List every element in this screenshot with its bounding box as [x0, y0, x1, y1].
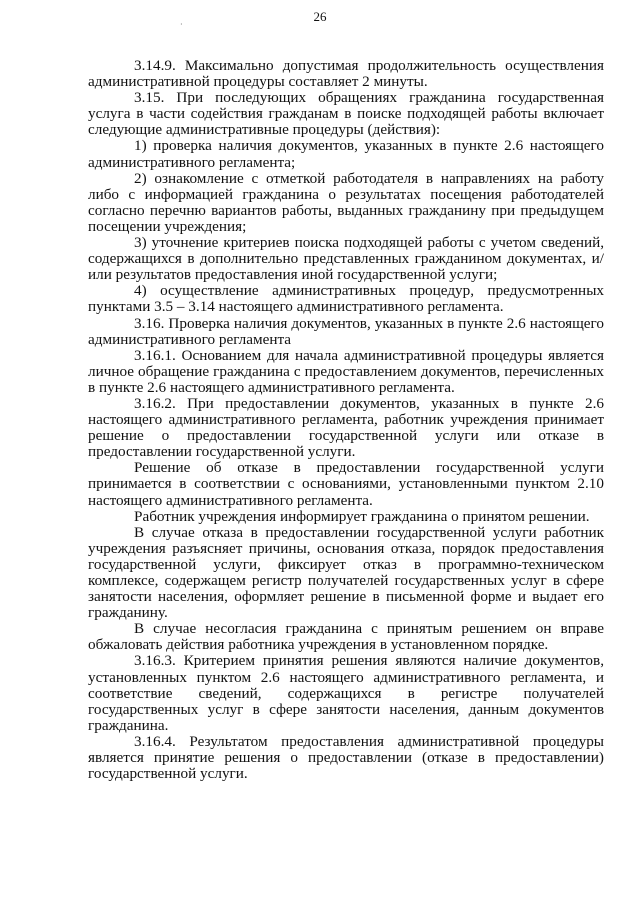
- paragraph-inform: Работник учреждения информирует гражданина о принятом решении.: [134, 507, 590, 525]
- document-body: [88, 58, 604, 782]
- page-number: 26: [313, 9, 327, 24]
- paragraph-3-16: 3.16. Проверка наличия документов, указанных в пункте 2.6 настоящего административного регламента: [88, 314, 604, 348]
- list-item-4: 4) осуществление административных процедур, предусмотренных пунктами 3.5 – 3.14 настоящего административного регламента.: [88, 282, 604, 316]
- list-item-3: 3) уточнение критериев поиска подходящей работы с учетом сведений, содержащихся в дополнительно представленных гражданином документах, и/или результатов предоставления иной государственной услуги;: [88, 234, 604, 284]
- paragraph-3-16-4: 3.16.4. Результатом предоставления административной процедуры является принятие решения о предоставлении (отказе в предоставлении) государственной услуги.: [88, 732, 604, 783]
- list-item-2: 2) ознакомление с отметкой работодателя в направлениях на работу либо с информацией гражданина о результатах посещения работодателей согласно перечню вариантов работы, выданных гражданину при предыдущем посещении учреждения;: [88, 169, 604, 235]
- paragraph-disagreement: В случае несогласия гражданина с принятым решением он вправе обжаловать действия работника учреждения в установленном порядке.: [88, 620, 604, 654]
- paragraph-3-16-1: 3.16.1. Основанием для начала административной процедуры является личное обращение гражданина с предоставлением документов, перечисленных в пункте 2.6 настоящего административного регламента.: [88, 346, 604, 396]
- list-item-1: 1) проверка наличия документов, указанных в пункте 2.6 настоящего административного регламента;: [88, 137, 604, 171]
- paragraph-3-14-9: 3.14.9. Максимально допустимая продолжительность осуществления административной процедуры составляет 2 минуты.: [88, 57, 604, 91]
- paragraph-3-16-2: 3.16.2. При предоставлении документов, указанных в пункте 2.6 настоящего административного регламента, работник учреждения принимает решение о предоставлении государственной услуги или отказе в предоставлении государственной услуги.: [88, 394, 604, 461]
- paragraph-3-15: 3.15. При последующих обращениях гражданина государственная услуга в части содействия гражданам в поиске подходящей работы включает следующие административные процедуры (действия):: [88, 89, 604, 139]
- scan-mark: ·: [180, 20, 183, 29]
- paragraph-3-16-3: 3.16.3. Критерием принятия решения являются наличие документов, установленных пунктом 2.6 настоящего административного регламента, и соответствие сведений, содержащихся в регистре получателей государственных услуг в сфере занятости населения, данным документов гражданина.: [88, 652, 604, 734]
- paragraph-refusal-case: В случае отказа в предоставлении государственной услуги работник учреждения разъясняет причины, основания отказа, порядок предоставления государственной услуги, фиксирует отказ в программно-техническом комплексе, содержащем регистр получателей государственных услуг в сфере занятости населения, оформляет решение в письменной форме и выдает его гражданину.: [88, 523, 604, 622]
- paragraph-refusal-basis: Решение об отказе в предоставлении государственной услуги принимается в соответствии с основаниями, установленными пунктом 2.10 настоящего административного регламента.: [88, 459, 604, 509]
